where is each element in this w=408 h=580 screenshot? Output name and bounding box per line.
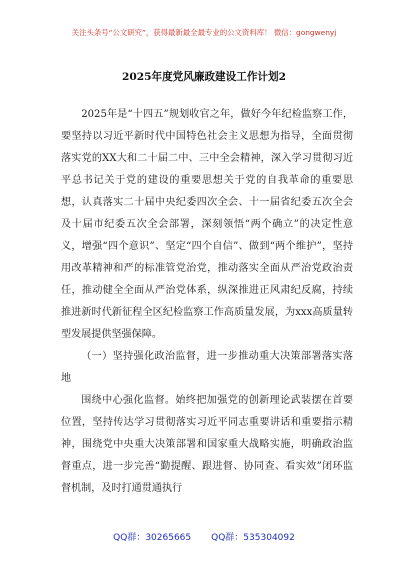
document-title: 2025年度党风廉政建设工作计划2 <box>122 71 286 83</box>
footer-contacts <box>0 530 408 543</box>
footer-qq-group-2: QQ群：535304092 <box>211 533 295 543</box>
header-banner: 关注头条号“公文研究”，获得最新最全最专业的公文资料库！ 微信：gongwenyj <box>71 28 337 37</box>
document-body <box>61 104 353 500</box>
paragraph-intro: 2025年是“十四五”规划收官之年，做好今年纪检监察工作，要坚持以习近平新时代中国特色社会主义思想为指导，全面贯彻落实党的XX大和二十届二中、三中全会精神，深入学习贯彻习近平总书记关于党的建设的重要思想关于党的自我革命的重要思想，认真落实二十届中央纪委四次全会、十一届省纪委五次全会及十届市纪委五次全会部署，深刻领悟“两个确立”的决定性意义，增强“四个意识”、坚定“四个自信”、做到“两个维护”，坚持用改革精神和严的标准管党治党，推动落实全面从严治党政治责任，推动健全全面从严治党体系，纵深推进正风肃纪反腐，持续推进新时代新征程全区纪检监察工作高质量发展，为xxx高质量转型发展提供坚强保障。 <box>61 109 353 340</box>
paragraph-supervision: 围绕中心强化监督。始终把加强党的创新理论武装摆在首要位置，坚持传达学习贯彻落实习近平同志重要讲话和重要指示精神，围绕党中央重大决策部署和国家重大战略实施，明确政治监督重点，进一步完善“勤提醒、跟进督、协同查、看实效”闭环监督机制，及时打通贯通执行 <box>61 395 353 494</box>
section-heading: （一）坚持强化政治监督，进一步推动重大决策部署落实落地 <box>61 351 353 384</box>
footer-qq-group-1: QQ群：30265665 <box>113 533 192 543</box>
